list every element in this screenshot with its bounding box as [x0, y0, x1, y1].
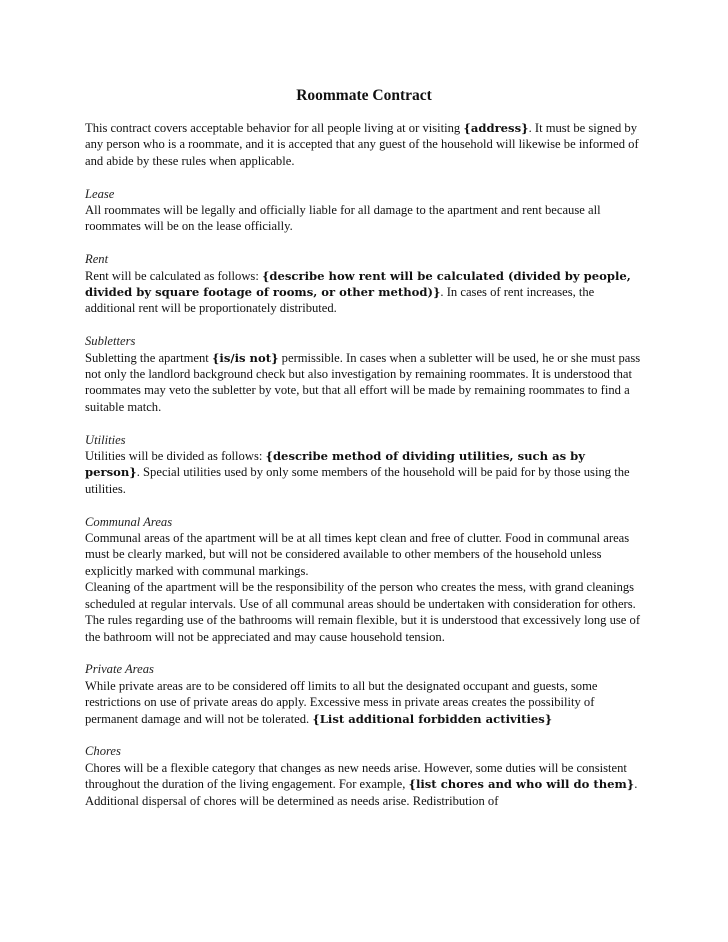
address-placeholder: {address}: [463, 121, 529, 135]
private-paragraph: [85, 678, 643, 727]
chores-text-1: Chores will be a flexible category that changes as new needs arise. However, some duties will be consistent throughout the duration of the living engagement. For example,: [85, 760, 627, 792]
communal-section: [85, 514, 643, 645]
subletters-section: [85, 333, 643, 415]
utilities-method-placeholder: {describe method of dividing utilities, such as by person}: [85, 449, 585, 480]
communal-paragraph-3: The rules regarding use of the bathrooms will remain flexible, but it is understood that excessively long use of the bathroom will not be appreciated and may cause household tension.: [85, 613, 641, 644]
chores-text-2: . Additional dispersal of chores will be determined as needs arise. Redistribution of: [85, 777, 638, 808]
utilities-heading: Utilities: [85, 432, 126, 447]
private-text-1: While private areas are to be considered off limits to all but the designated occupant and guests, some restrictions on use of private areas do apply. Excessive mess in private areas creates the possibility of permanent damage and will not be tolerated.: [85, 678, 598, 726]
subletters-heading: Subletters: [85, 334, 136, 349]
rent-heading: Rent: [85, 252, 109, 267]
sublet-permission-placeholder: {is/is not}: [211, 350, 279, 365]
lease-section: [85, 186, 643, 235]
intro-section: [85, 120, 643, 169]
communal-paragraph-1: Communal areas of the apartment will be at all times kept clean and free of clutter. Food in communal areas must be clearly marked, but will not be considered available to other members of the household unless explicitly marked with communal markings.: [85, 531, 630, 578]
subletters-text-1: Subletting the apartment: [85, 350, 212, 365]
chores-list-placeholder: {list chores and who will do them}: [408, 777, 635, 792]
chores-heading: Chores: [85, 744, 121, 759]
utilities-section: [85, 432, 643, 498]
subletters-text-2: permissible. In cases when a subletter will be used, he or she must pass not only the landlord background check but also investigation by remaining roommates. It is understood that roommates may veto the subletter by vote, but that all effort will be made by remaining roommates to find a suitable match.: [85, 350, 641, 414]
intro-paragraph: [85, 120, 643, 169]
communal-paragraph-2: Cleaning of the apartment will be the responsibility of the person who creates the mess, with grand cleanings scheduled at regular intervals. Use of all communal areas should be undertaken with consideration for others.: [85, 580, 636, 611]
rent-method-placeholder: {describe how rent will be calculated (divided by people, divided by square footage of rooms, or other method)}: [85, 268, 631, 300]
document-title: Roommate Contract: [296, 87, 432, 104]
private-section: [85, 661, 643, 727]
utilities-paragraph: [85, 448, 643, 497]
forbidden-activities-placeholder: {List additional forbidden activities}: [312, 711, 553, 726]
communal-heading: Communal Areas: [85, 514, 173, 529]
chores-section: [85, 743, 643, 809]
rent-text-2: . In cases of rent increases, the additional rent will be proportionately distributed.: [85, 285, 595, 316]
document-page: [85, 86, 643, 825]
utilities-text-1: Utilities will be divided as follows:: [85, 449, 266, 464]
chores-paragraph: [85, 760, 643, 809]
lease-heading: Lease: [85, 186, 115, 201]
intro-text-2: . It must be signed by any person who is a roommate, and it is accepted that any guest of the household will likewise be informed of and abide by these rules when applicable.: [85, 121, 639, 168]
rent-paragraph: [85, 268, 643, 317]
intro-text-1: This contract covers acceptable behavior for all people living at or visiting: [85, 121, 464, 135]
rent-section: [85, 251, 643, 317]
utilities-text-2: . Special utilities used by only some members of the household will be paid for by those using the utilities.: [85, 465, 630, 496]
private-heading: Private Areas: [85, 662, 154, 677]
subletters-paragraph: [85, 350, 643, 416]
lease-paragraph: All roommates will be legally and officially liable for all damage to the apartment and rent because all roommates will be on the lease officially.: [85, 203, 601, 234]
rent-text-1: Rent will be calculated as follows:: [85, 268, 262, 283]
